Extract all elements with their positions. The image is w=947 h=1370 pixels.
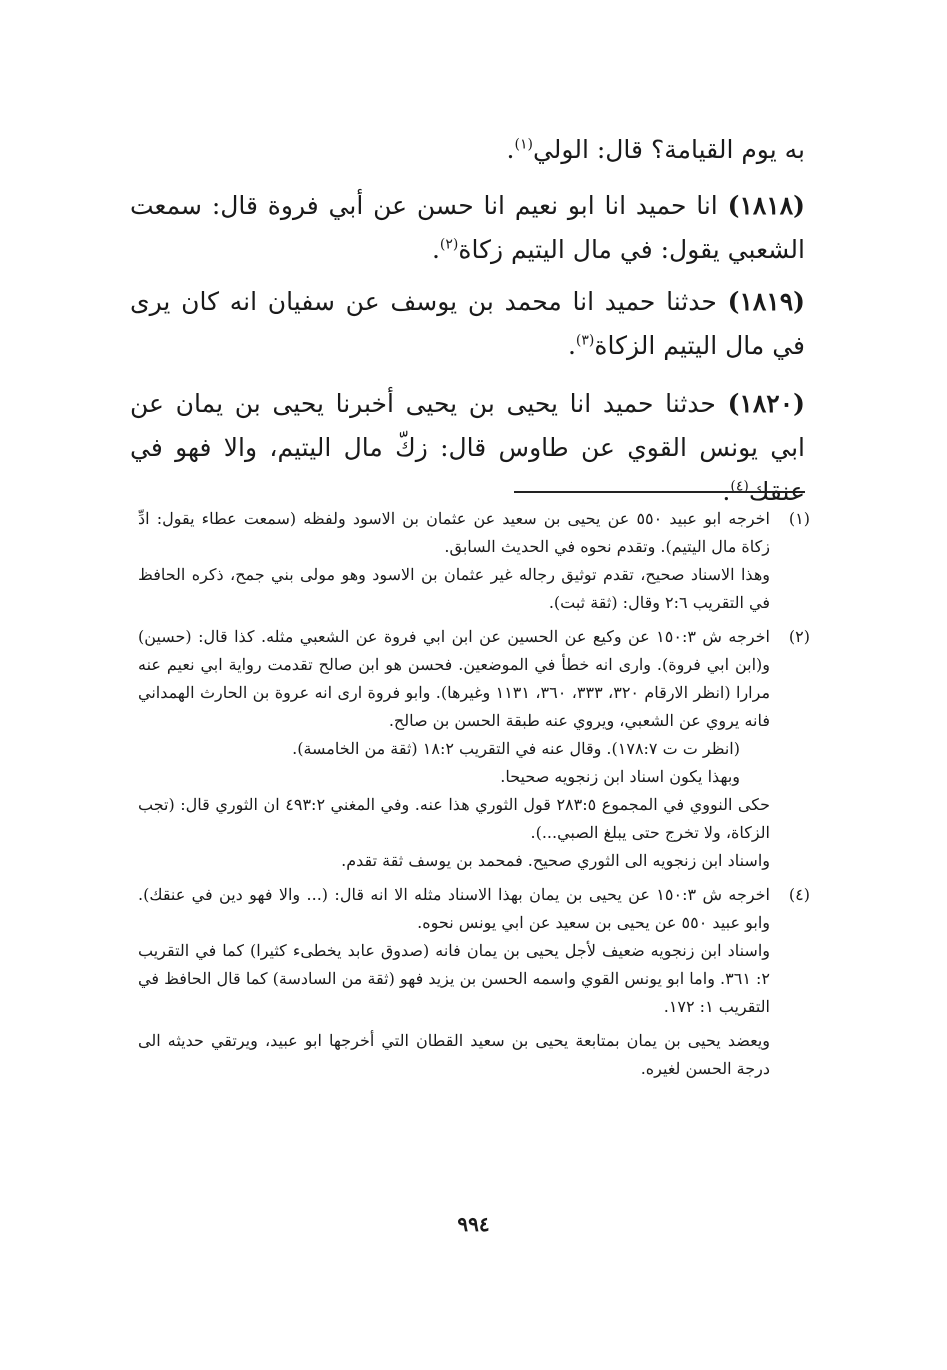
footnote-mark: (١) <box>788 509 810 528</box>
footnote-ref[interactable]: (٢) <box>439 236 459 253</box>
hadith-number: (١٨١٨) <box>727 191 805 220</box>
footnote-line: (انظر ت ت ١٧٨:٧). وقال عنه في التقريب ١٨:٢ (ثقة من الخامسة). <box>292 739 740 758</box>
footnotes <box>138 505 810 1083</box>
hadith-number: (١٨٢٠) <box>727 389 805 418</box>
footnote-line: اخرجه ابو عبيد ٥٥٠ عن يحيى بن سعيد عن عثمان بن الاسود ولفظه (سمعت عطاء يقول: ادِّ زكاة مال اليتيم). وتقدم نحوه في الحديث السابق. <box>138 509 771 556</box>
footnote-line: اخرجه ش ١٥٠:٣ عن يحيى بن يمان بهذا الاسناد مثله الا انه قال: (... والا فهو دين في عنقك). وابو عبيد ٥٥٠ عن يحيى بن سعيد عن ابي يونس نحوه. <box>138 885 771 932</box>
footnote-ref[interactable]: (٣) <box>575 332 595 349</box>
continuation-line: به يوم القيامة؟ قال: الولي$^{(١)}$. <box>506 135 805 164</box>
footnote-line: واسناد ابن زنجويه ضعيف لأجل يحيى بن يمان فانه (صدوق عابد يخطىء كثيرا) كما في التقريب ٢: ٣٦١. واما ابو يونس القوي واسمه الحسن بن يزيد فهو (ثقة من السادسة) كما قال الحافظ في التقريب ١: ١٧٢. <box>138 941 770 1016</box>
footnote-1 <box>138 505 810 617</box>
hadith-1819: (١٨١٩) حدثنا حميد انا محمد بن يوسف عن سفيان انه كان يرى في مال اليتيم الزكاة$^{(٣)}$. <box>130 287 806 360</box>
hadith-text: انا حميد انا ابو نعيم انا حسن عن أبي فروة قال: سمعت الشعبي يقول: في مال اليتيم زكاة <box>130 191 805 264</box>
footnote-line: واسناد ابن زنجويه الى الثوري صحيح. فمحمد بن يوسف ثقة تقدم. <box>341 851 770 870</box>
hadith-text: حدثنا حميد انا محمد بن يوسف عن سفيان انه كان يرى في مال اليتيم الزكاة <box>130 287 805 360</box>
footnote-ref[interactable]: (٤) <box>730 478 749 495</box>
page-number: ٩٩٤ <box>457 1212 490 1236</box>
main-text <box>130 128 805 514</box>
footnote-mark: (٤) <box>788 885 810 904</box>
footnote-line: حكى النووي في المجموع ٢٨٣:٥ قول الثوري هذا عنه. وفي المغني ٤٩٣:٢ ان الثوري قال: (تجب الزكاة، ولا تخرج حتى يبلغ الصبي...). <box>138 795 770 842</box>
footnote-2 <box>138 623 810 875</box>
hadith-1818: (١٨١٨) انا حميد انا ابو نعيم انا حسن عن أبي فروة قال: سمعت الشعبي يقول: في مال اليتيم زكاة$^{(٢)}$. <box>130 191 805 264</box>
hadith-number: (١٨١٩) <box>727 287 806 316</box>
footnote-4 <box>138 881 810 1083</box>
footnote-line: اخرجه ش ١٥٠:٣ عن وكيع عن الحسين عن ابن ابي فروة عن الشعبي مثله. كذا قال: (حسين) و(ابن ابي فروة). وارى انه خطأ في الموضعين. فحسن هو ابن صالح تقدمت رواية ابي نعيم عنه مرارا (انظر الارقام ٣٢٠، ٣٣٣، ٣٦٠، ١١٣١ وغيرها). وابو فروة ارى انه عروة بن الحارث الهمداني فانه يروي عن الشعبي، ويروي عنه طبقة الحسن بن صالح. <box>138 627 771 730</box>
footnote-line: وهذا الاسناد صحيح، تقدم توثيق رجاله غير عثمان بن الاسود وهو مولى بني جمح، ذكره الحافظ في التقريب ٢:٦ وقال: (ثقة ثبت). <box>138 565 770 612</box>
hadith-text: حدثنا حميد انا يحيى بن يحيى أخبرنا يحيى بن يمان عن ابي يونس القوي عن طاوس قال: زكّ مال اليتيم، والا فهو في عنقك <box>130 389 805 506</box>
footnote-line: وبهذا يكون اسناد ابن زنجويه صحيحا. <box>500 767 740 786</box>
footnote-ref[interactable]: (١) <box>514 136 533 153</box>
hadith-1820: (١٨٢٠) حدثنا حميد انا يحيى بن يحيى أخبرنا يحيى بن يمان عن ابي يونس القوي عن طاوس قال: زكّ مال اليتيم، والا فهو في عنقك$^{(٤)}$. <box>130 389 805 506</box>
footnote-divider <box>514 491 805 493</box>
footnote-mark: (٢) <box>788 627 810 646</box>
footnote-line: ويعضد يحيى بن يمان بمتابعة يحيى بن سعيد القطان التي أخرجها ابو عبيد، ويرتقي حديثه الى درجة الحسن لغيره. <box>138 1031 771 1078</box>
